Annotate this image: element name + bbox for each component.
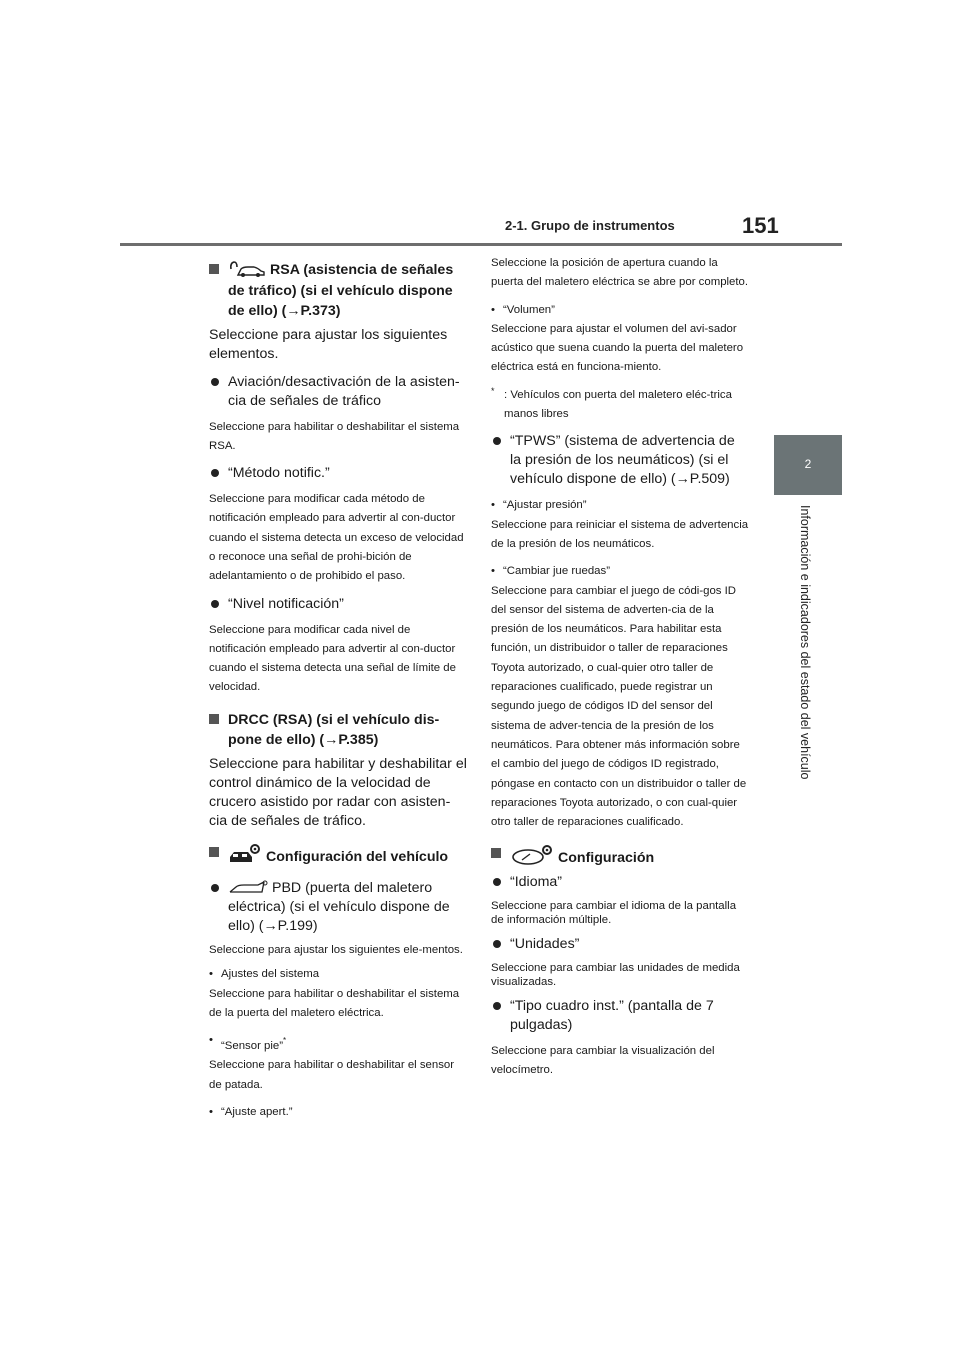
item-description: Seleccione para reiniciar el sistema de advertencia de la presión de los neumáticos. — [491, 518, 749, 550]
bullet-title: PBD (puerta del maletero eléctrica) (si el vehículo dispone de ello) (→P.199) — [228, 880, 450, 935]
item-description: Seleccione para cambiar el idioma de la pantalla de información múltiple. — [491, 899, 737, 926]
power-back-door-icon — [228, 879, 268, 895]
sub-item: • “Ajustar presión” — [491, 499, 587, 512]
sub-item-title: “Cambiar jue ruedas” — [503, 565, 610, 578]
bullet-title: Aviación/desactivación de la asisten-cia de señales de tráfico — [228, 373, 460, 409]
rsa-body: Seleccione para ajustar los siguientes elementos. — [209, 326, 448, 362]
configuration-heading-text: Configuración — [558, 850, 655, 867]
right-column — [491, 254, 749, 1089]
list-item — [491, 997, 749, 1035]
list-item — [209, 595, 467, 614]
chapter-title-vertical — [798, 505, 814, 805]
sub-item: • “Ajuste apert.” — [209, 1106, 293, 1119]
item-description: Seleccione para habilitar o deshabilitar el sistema de la puerta del maletero eléctrica. — [209, 987, 460, 1019]
square-bullet-icon — [209, 264, 219, 274]
page-number: 151 — [742, 213, 779, 238]
sub-item: • “Sensor pie”* — [209, 1034, 287, 1053]
footnote-text: : Vehículos con puerta del maletero eléc-trica manos libres — [504, 388, 732, 421]
sub-item-title: “Volumen” — [503, 303, 555, 316]
footnote — [491, 386, 749, 425]
vehicle-settings-heading-text: Configuración del vehículo — [266, 848, 449, 865]
bullet-icon — [493, 878, 501, 886]
left-column — [209, 260, 467, 1122]
bullet-icon — [493, 437, 501, 445]
list-item — [209, 464, 467, 483]
list-item — [491, 873, 749, 892]
header-rule — [120, 243, 842, 246]
sub-item-title: “Sensor pie” — [221, 1040, 284, 1053]
square-bullet-icon — [209, 847, 219, 857]
item-description: Seleccione para cambiar las unidades de medida visualizadas. — [491, 961, 740, 988]
bullet-icon — [493, 940, 501, 948]
item-description: Seleccione para cambiar la visualización del velocímetro. — [491, 1044, 715, 1077]
bullet-title: “TPWS” (sistema de advertencia de la presión de los neumáticos) (si el vehículo dispone de ello) (→P.509) — [510, 433, 735, 488]
bullet-title: “Idioma” — [510, 873, 563, 890]
chapter-number: 2 — [804, 457, 812, 471]
list-item — [491, 432, 749, 489]
sub-item-title: “Ajuste apert.” — [221, 1106, 293, 1119]
bullet-icon — [211, 600, 219, 608]
item-description: Seleccione para habilitar o deshabilitar el sistema RSA. — [209, 420, 460, 452]
item-description: Seleccione para modificar cada método de notificación empleado para advertir al con-ductor cuando el sistema detecta un exceso de velocidad o reconoce una señal de prohi-bición de adelantamiento o de prohibido el paso. — [209, 493, 464, 583]
section-title: 2-1. Grupo de instrumentos — [505, 218, 675, 233]
list-item — [209, 373, 467, 411]
bullet-icon — [493, 1002, 501, 1010]
item-description: Seleccione para habilitar o deshabilitar el sensor de patada. — [209, 1059, 455, 1091]
rsa-heading — [209, 260, 467, 322]
rsa-heading-text: RSA (asistencia de señales de tráfico) (si el vehículo dispone de ello) (→P.373) — [228, 262, 454, 319]
square-bullet-icon — [491, 848, 501, 858]
drcc-heading-text: DRCC (RSA) (si el vehículo dis-pone de ello) (→P.385) — [228, 711, 440, 749]
configuration-heading — [491, 844, 749, 869]
footnote-marker: * — [283, 1036, 287, 1046]
bullet-title: “Unidades” — [510, 935, 580, 952]
bullet-title: “Nivel notificación” — [228, 595, 344, 612]
drcc-heading — [209, 710, 467, 751]
car-gear-icon — [228, 843, 262, 865]
bullet-icon — [211, 884, 219, 892]
item-description: Seleccione la posición de apertura cuando la puerta del maletero eléctrica se abre por completo. — [491, 257, 749, 289]
sub-item: • “Volumen” — [491, 303, 555, 316]
bullet-icon — [211, 378, 219, 386]
chapter-tab[interactable] — [774, 435, 842, 495]
bullet-title: “Tipo cuadro inst.” (pantalla de 7 pulgadas) — [510, 997, 714, 1033]
gauge-gear-icon — [510, 844, 554, 866]
vehicle-settings-heading — [209, 843, 467, 868]
chapter-title: Información e indicadores del estado del vehículo — [798, 505, 812, 780]
square-bullet-icon — [209, 714, 219, 724]
traffic-sign-car-icon — [228, 260, 266, 278]
bullet-title: “Método notific.” — [228, 465, 330, 482]
item-description: Seleccione para ajustar los siguientes ele-mentos. — [209, 944, 463, 957]
item-description: Seleccione para modificar cada nivel de notificación empleado para advertir al con-ductor cuando el sistema detecta una señal de límite de velocidad. — [209, 623, 456, 694]
list-item — [491, 935, 749, 954]
sub-item-title: “Ajustar presión” — [503, 499, 587, 512]
sub-item: • Ajustes del sistema — [209, 968, 320, 981]
sub-item-title: Ajustes del sistema — [221, 968, 320, 981]
bullet-icon — [211, 469, 219, 477]
list-item — [209, 879, 467, 936]
drcc-body: Seleccione para habilitar y deshabilitar el control dinámico de la velocidad de crucero asistido por radar con asisten-cia de señales de tráfico. — [209, 755, 467, 829]
sub-item: • “Cambiar jue ruedas” — [491, 565, 610, 578]
item-description: Seleccione para ajustar el volumen del avi-sador acústico que suena cuando la puerta del maletero eléctrica está en funciona-miento. — [491, 322, 744, 374]
footnote-marker: * — [491, 385, 495, 396]
item-description: Seleccione para cambiar el juego de códi-gos ID del sensor del sistema de adverten-cia de la presión de los neumáticos. Para habilitar esta función, un distribuidor o taller de reparaciones Toyota autorizado, o cual-quier otro taller de reparaciones cualificado, puede registrar un segundo juego de códigos ID del sensor del sistema de adver-tencia de la presión de los neumáticos. Para obtener más información sobre el cambio del juego de códigos ID registrado, póngase en contacto con un distribuidor o taller de reparaciones Toyota autorizado, o con cual-quier otro taller de reparaciones cualificado. — [491, 584, 747, 829]
